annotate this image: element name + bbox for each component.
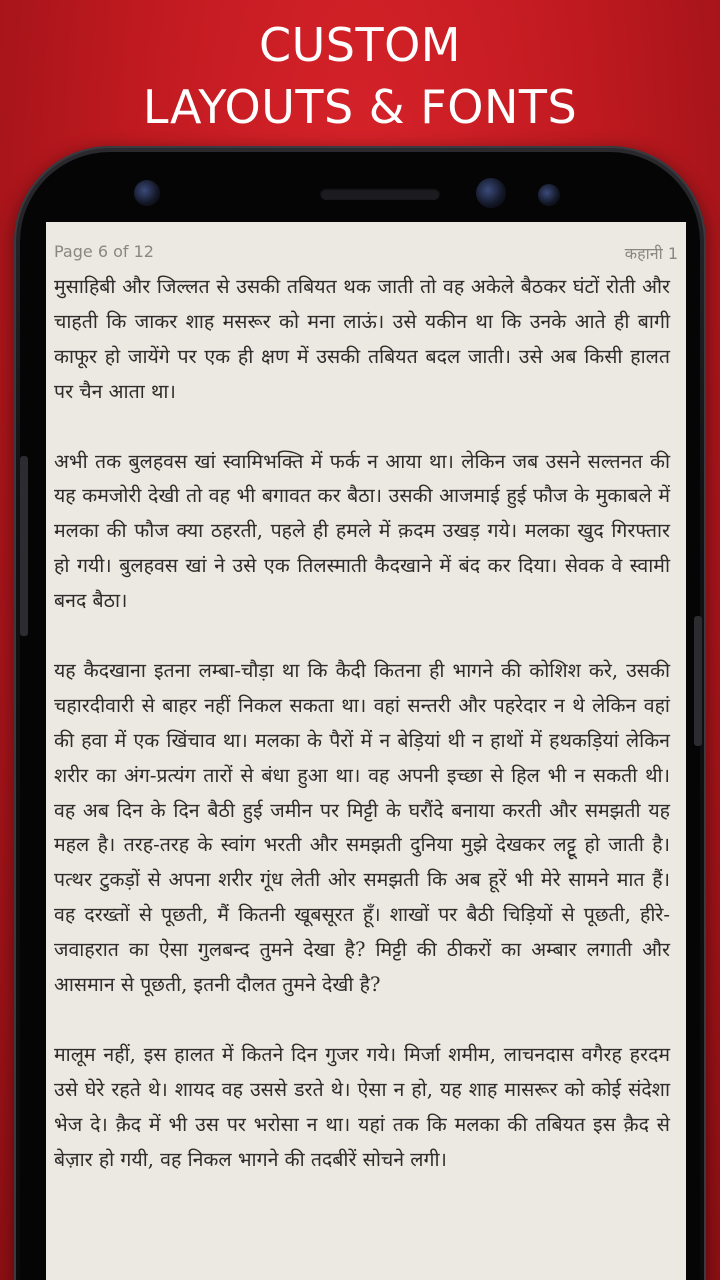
paragraph: मुसाहिबी और जिल्लत से उसकी तबियत थक जाती तो वह अकेले बैठकर घंटों रोती और चाहती कि जाकर शाह मसरूर को मना लाऊं। उसे यकीन था कि उनके आते ही बागी काफूर हो जायेंगे पर एक ही क्षण में उसकी तबियत बदल जाती। उसे अब किसी हालत पर चैन आता था। [54, 275, 670, 403]
promo-headline-line2: LAYOUTS & FONTS [142, 80, 578, 134]
promo-headline-line1: CUSTOM [259, 18, 461, 72]
front-sensor-icon [134, 180, 160, 206]
reader-page[interactable] [46, 222, 686, 1280]
reader-content [54, 270, 670, 1212]
earpiece-speaker [320, 188, 440, 200]
chapter-title: कहानी 1 [624, 244, 678, 263]
phone-side-button-left [20, 456, 28, 636]
paragraph: यह कैदखाना इतना लम्बा-चौड़ा था कि कैदी कितना ही भागने की कोशिश करे, उसकी चहारदीवारी से बाहर नहीं निकल सकता था। वहां सन्तरी और पहरेदार न थे लेकिन वहां की हवा में एक खिंचाव था। मलका के पैरों में न बेड़ियां थी न हाथों में हथकड़ियां लेकिन शरीर का अंग-प्रत्यंग तारों से बंधा हुआ था। वह अपनी इच्छा से हिल भी न सकती थी। वह अब दिन के दिन बैठी हुई जमीन पर मिट्टी के घरौंदे बनाया करती और समझती यह महल है। तरह-तरह के स्वांग भरती और समझती दुनिया मुझे देखकर लट्टू हो जाती है। पत्थर टुकड़ों से अपना शरीर गूंध लेती ओर समझती कि अब हूरें भी मेरे सामने मात हैं। वह दरख्तों से पूछती, मैं कितनी खूबसूरत हूँ। शाखों पर बैठी चिड़ियों से पूछती, हीरे-जवाहरात का ऐसा गुलबन्द तुमने देखा है? मिट्टी की ठीकरों का अम्बार लगाती और आसमान से पूछती, इतनी दौलत तुमने देखी है? [54, 658, 670, 997]
phone-side-button-right [694, 616, 702, 746]
page-indicator: Page 6 of 12 [54, 242, 154, 261]
iris-scanner-icon [538, 184, 560, 206]
front-camera-icon [476, 178, 506, 208]
paragraph: अभी तक बुलहवस खां स्वामिभक्ति में फर्क न आया था। लेकिन जब उसने सल्तनत की यह कमजोरी देखी तो वह भी बगावत कर बैठा। उसकी आजमाई हुई फौज के मुकाबले में मलका की फौज क्या ठहरती, पहले ही हमले में क़दम उखड़ गये। मलका खुद गिरफ्तार हो गयी। बुलहवस खां ने उसे एक तिलस्माती कैदखाने में बंद कर दिया। सेवक वे स्वामी बनद बैठा। [54, 449, 670, 613]
reader-header [54, 242, 678, 262]
promo-headline [0, 14, 720, 138]
paragraph: मालूम नहीं, इस हालत में कितने दिन गुजर गये। मिर्जा शमीम, लाचनदास वगैरह हरदम उसे घेरे रहते थे। शायद वह उससे डरते थे। ऐसा न हो, यह शाह मासरूर को कोई संदेशा भेज दे। क़ैद में भी उस पर भरोसा न था। यहां तक कि मलका की तबियत इस क़ैद से बेज़ार हो गयी, वह निकल भागने की तदबीरें सोचने लगी। [54, 1042, 670, 1171]
